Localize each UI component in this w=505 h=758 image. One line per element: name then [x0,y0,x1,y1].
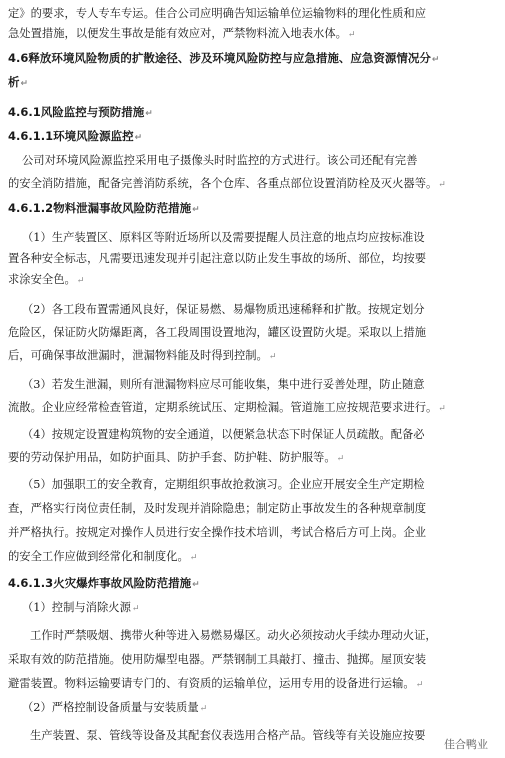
subsubsection-heading: 4.6.1.3火灾爆炸事故风险防范措施↵ [8,576,200,590]
text-line: （3）若发生泄漏，则所有泄漏物料应尽可能收集，集中进行妥善处理，防止随意 [22,378,425,391]
text-line: （1）生产装置区、原料区等附近场所以及需要提醒人员注意的地点均应按标准设 [22,231,425,244]
text-line: 避雷装置。物料运输要请专门的、有资质的运输单位，运用专用的设备进行运输。↵ [8,677,424,690]
text-line: 后，可确保事故泄漏时，泄漏物料能及时得到控制。↵ [8,349,277,362]
list-heading: （2）严格控制设备质量与安装质量↵ [22,701,208,714]
subsubsection-heading: 4.6.1.2物料泄漏事故风险防范措施↵ [8,201,200,215]
section-heading-cont: 析↵ [8,75,29,89]
text-line: 的安全消防措施，配备完善消防系统，各个仓库、各重点部位设置消防栓及灭火器等。↵ [8,177,446,190]
text-line: 采取有效的防范措施。使用防爆型电器。严禁钢制工具敲打、撞击、抛掷。屋顶安装 [8,653,426,666]
text-line: 查，严格实行岗位责任制，及时发现并消除隐患；制定防止事故发生的各种规章制度 [8,502,426,515]
text-line: 危险区，保证防火防爆距离，各工段周围设置地沟，罐区设置防火堤。采取以上措施 [8,326,426,339]
text-line: 并严格执行。按规定对操作人员进行安全操作技术培训，考试合格后方可上岗。企业 [8,526,426,539]
text-line: 的安全工作应做到经常化和制度化。↵ [8,550,198,563]
subsubsection-heading: 4.6.1.1环境风险源监控↵ [8,129,143,143]
text-line: （2）各工段布置需通风良好，保证易燃、易爆物质迅速稀释和扩散。按规定划分 [22,303,425,316]
text-line: 要的劳动保护用品，如防护面具、防护手套、防护鞋、防护服等。↵ [8,451,345,464]
text-line: 公司对环境风险源监控采用电子摄像头时时监控的方式进行。该公司还配有完善 [22,154,418,167]
text-line: （4）按规定设置建构筑物的安全通道，以便紧急状态下时保证人员疏散。配备必 [22,428,425,441]
subsection-heading: 4.6.1风险监控与预防措施↵ [8,105,153,119]
section-heading: 4.6释放环境风险物质的扩散途径、涉及环境风险防控与应急措施、应急资源情况分↵ [8,51,440,65]
watermark-label: 佳合鸭业 [441,736,491,752]
text-line: （5）加强职工的安全教育，定期组织事故抢救演习。企业应开展安全生产定期检 [22,478,425,491]
text-line: 求涂安全色。↵ [8,273,85,286]
text-line: 工作时严禁吸烟、携带火种等进入易燃易爆区。动火必须按动火手续办理动火证， [30,629,437,642]
text-line: 定》的要求，专人专车专运。佳合公司应明确告知运输单位运输物料的理化性质和应 [8,7,426,20]
list-heading: （1）控制与消除火源↵ [22,601,140,614]
text-line: 急处置措施，以便发生事故是能有效应对，严禁物料流入地表水体。↵ [8,27,356,40]
text-line: 生产装置、泵、管线等设备及其配套仪表选用合格产品。管线等有关设施应按要 [30,729,426,742]
text-line: 置各种安全标志，凡需要迅速发现并引起注意以防止发生事故的场所、部位，均按要 [8,252,426,265]
text-line: 流散。企业应经常检查管道，定期系统试压、定期检漏。管道施工应按规范要求进行。↵ [8,401,446,414]
